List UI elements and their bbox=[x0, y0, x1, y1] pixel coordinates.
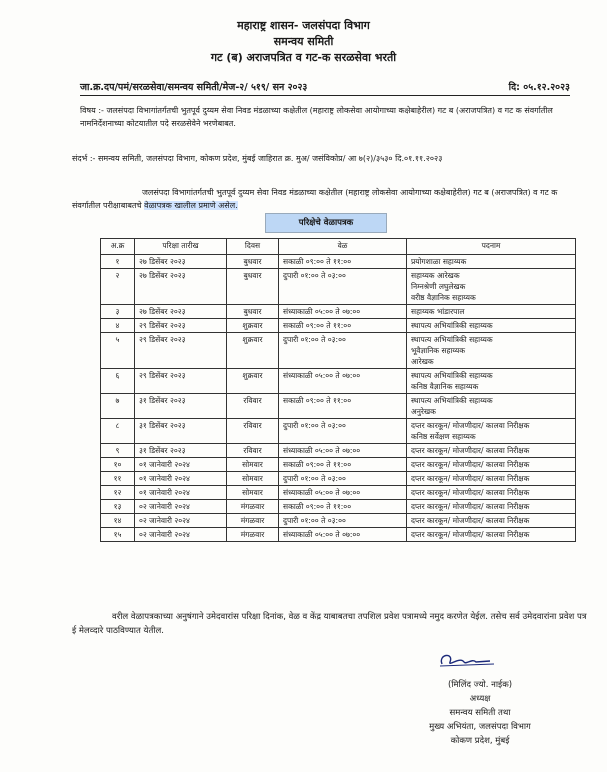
cell-day: मंगळवार bbox=[227, 500, 279, 514]
header-line-2: समन्वय समिती bbox=[273, 35, 334, 48]
table-header-row bbox=[101, 239, 576, 255]
post-name: दप्तर कारकून/ मोजणीदार/ कालवा निरीक्षक bbox=[411, 502, 530, 511]
signatory-name: (मिलिंद ज्यो. नाईक) bbox=[447, 680, 513, 690]
cell-time: दुपारी ०१:०० ते ०३:०० bbox=[279, 419, 407, 444]
cell-posts bbox=[407, 419, 576, 444]
table-row bbox=[101, 500, 576, 514]
table-row bbox=[101, 369, 576, 394]
cell-posts bbox=[407, 444, 576, 458]
cell-posts bbox=[407, 255, 576, 269]
cell-posts bbox=[407, 486, 576, 500]
table-row bbox=[101, 319, 576, 333]
post-name: कनिष्ठ वैज्ञानिक सहाय्यक bbox=[411, 382, 479, 391]
table-row bbox=[101, 458, 576, 472]
cell-time: दुपारी ०१:०० ते ०३:०० bbox=[279, 333, 407, 369]
header-line-1: महाराष्ट्र शासन- जलसंपदा विभाग bbox=[237, 19, 370, 32]
cell-no: ८ bbox=[101, 419, 135, 444]
post-name: दप्तर कारकून/ मोजणीदार/ कालवा निरीक्षक bbox=[411, 530, 530, 539]
cell-no: १५ bbox=[101, 528, 135, 542]
cell-posts bbox=[407, 269, 576, 305]
cell-day: शुक्रवार bbox=[227, 369, 279, 394]
cell-no: १४ bbox=[101, 514, 135, 528]
cell-time: संध्याकाळी ०५:०० ते ०७:०० bbox=[279, 369, 407, 394]
table-row bbox=[101, 444, 576, 458]
cell-day: मंगळवार bbox=[227, 528, 279, 542]
cell-day: रविवार bbox=[227, 419, 279, 444]
cell-day: बुधवार bbox=[227, 269, 279, 305]
post-name: स्थापत्य अभियांत्रिकी सहाय्यक bbox=[411, 371, 493, 380]
table-row bbox=[101, 333, 576, 369]
cell-time: संध्याकाळी ०५:०० ते ०७:०० bbox=[279, 444, 407, 458]
reference-number: जा.क्र.दप/पमं/सरळसेवा/समन्वय समिती/मेज-२/ ५१९/ सन २०२३ bbox=[80, 82, 308, 93]
cell-date: २७ डिसेंबर २०२३ bbox=[135, 269, 227, 305]
table-row bbox=[101, 255, 576, 269]
post-name: कनिष्ठ सर्वेक्षण सहाय्यक bbox=[411, 432, 476, 441]
table-row bbox=[101, 486, 576, 500]
cell-date: २९ डिसेंबर २०२३ bbox=[135, 319, 227, 333]
cell-posts bbox=[407, 319, 576, 333]
letterhead bbox=[0, 18, 607, 66]
table-header-cell: परिक्षा तारीख bbox=[135, 239, 227, 255]
cell-day: बुधवार bbox=[227, 255, 279, 269]
cell-time: संध्याकाळी ०५:०० ते ०७:०० bbox=[279, 486, 407, 500]
footer-paragraph: वरील वेळापत्रकाच्या अनुषंगाने उमेदवारांस परिक्षा दिनांक, वेळ व केंद्र याबाबतचा तपशिल प्रवेश पत्रामध्ये नमुद करणेत येईल. तसेच सर्व उमेदवारांना प्रवेश पत्र ई मेलव्दारे पाठविण्यात येतील. bbox=[72, 612, 587, 636]
cell-posts bbox=[407, 369, 576, 394]
cell-posts bbox=[407, 472, 576, 486]
table-row bbox=[101, 419, 576, 444]
table-header-cell: वेळ bbox=[279, 239, 407, 255]
header-line-3: गट (ब) अराजपत्रित व गट-क सरळसेवा भरती bbox=[210, 51, 397, 64]
cell-posts bbox=[407, 333, 576, 369]
post-name: दप्तर कारकून/ मोजणीदार/ कालवा निरीक्षक bbox=[411, 460, 530, 469]
post-name: सहाय्यक आरेखक bbox=[411, 271, 460, 280]
cell-posts bbox=[407, 528, 576, 542]
cell-time: दुपारी ०१:०० ते ०३:०० bbox=[279, 514, 407, 528]
cell-no: ९ bbox=[101, 444, 135, 458]
post-name: आरेखक bbox=[411, 357, 434, 366]
cell-no: २ bbox=[101, 269, 135, 305]
table-row bbox=[101, 305, 576, 319]
cell-date: ३१ डिसेंबर २०२३ bbox=[135, 419, 227, 444]
cell-no: ७ bbox=[101, 394, 135, 419]
table-header-cell: पदनाम bbox=[407, 239, 576, 255]
cell-date: ३१ डिसेंबर २०२३ bbox=[135, 394, 227, 419]
cell-day: शुक्रवार bbox=[227, 319, 279, 333]
cell-day: सोमवार bbox=[227, 458, 279, 472]
cell-date: ३१ डिसेंबर २०२३ bbox=[135, 444, 227, 458]
reference-date: दि: ०५.१२.२०२३ bbox=[508, 82, 570, 93]
cell-date: ०१ जानेवारी २०२४ bbox=[135, 486, 227, 500]
table-header-cell: दिवस bbox=[227, 239, 279, 255]
signatory-title-4: कोकण प्रदेश, मुंबई bbox=[450, 736, 510, 746]
signatory-title-1: अध्यक्ष bbox=[469, 694, 491, 704]
cell-day: सोमवार bbox=[227, 486, 279, 500]
cell-posts bbox=[407, 500, 576, 514]
post-name: सहाय्यक भांडारपाल bbox=[411, 307, 465, 316]
reference-paragraph: संदर्भ :- समन्वय समिती, जलसंपदा विभाग, कोकण प्रदेश, मुंबई जाहिरात क्र. मुअ/ जसंविकोप्र/ आ ७(२)/३५३० दि.०१.११.२०२३ bbox=[72, 154, 443, 163]
cell-day: शुक्रवार bbox=[227, 333, 279, 369]
post-name: वरीष्ठ वैज्ञानिक सहाय्यक bbox=[411, 293, 476, 302]
table-row bbox=[101, 528, 576, 542]
table-title: परिक्षेचे वेळापत्रक bbox=[265, 213, 387, 233]
cell-date: ०२ जानेवारी २०२४ bbox=[135, 514, 227, 528]
cell-date: २९ डिसेंबर २०२३ bbox=[135, 369, 227, 394]
cell-day: मंगळवार bbox=[227, 514, 279, 528]
cell-day: सोमवार bbox=[227, 472, 279, 486]
cell-date: ०१ जानेवारी २०२४ bbox=[135, 458, 227, 472]
post-name: स्थापत्य अभियांत्रिकी सहाय्यक bbox=[411, 321, 493, 330]
cell-posts bbox=[407, 394, 576, 419]
cell-day: रविवार bbox=[227, 444, 279, 458]
cell-no: ११ bbox=[101, 472, 135, 486]
cell-no: १३ bbox=[101, 500, 135, 514]
reference-line bbox=[80, 80, 570, 96]
cell-date: ०२ जानेवारी २०२४ bbox=[135, 528, 227, 542]
table-header-cell: अ.क्र bbox=[101, 239, 135, 255]
cell-date: २७ डिसेंबर २०२३ bbox=[135, 255, 227, 269]
cell-date: २९ डिसेंबर २०२३ bbox=[135, 333, 227, 369]
cell-date: २७ डिसेंबर २०२३ bbox=[135, 305, 227, 319]
cell-time: सकाळी ०९:०० ते ११:०० bbox=[279, 255, 407, 269]
cell-date: ०२ जानेवारी २०२४ bbox=[135, 500, 227, 514]
post-name: दप्तर कारकून/ मोजणीदार/ कालवा निरीक्षक bbox=[411, 488, 530, 497]
cell-posts bbox=[407, 514, 576, 528]
cell-time: संध्याकाळी ०५:०० ते ०७:०० bbox=[279, 528, 407, 542]
post-name: निम्नश्रेणी लघुलेखक bbox=[411, 282, 466, 291]
post-name: अनुरेखक bbox=[411, 407, 436, 416]
post-name: भूवैज्ञानिक सहाय्यक bbox=[411, 346, 466, 355]
cell-time: सकाळी ०९:०० ते ११:०० bbox=[279, 319, 407, 333]
signature-image bbox=[420, 650, 540, 670]
post-name: स्थापत्य अभियांत्रिकी सहाय्यक bbox=[411, 396, 493, 405]
table-row bbox=[101, 269, 576, 305]
cell-time: सकाळी ०९:०० ते ११:०० bbox=[279, 458, 407, 472]
table-row bbox=[101, 514, 576, 528]
post-name: दप्तर कारकून/ मोजणीदार/ कालवा निरीक्षक bbox=[411, 474, 530, 483]
body-text: जलसंपदा विभागांतर्गतची भुतपूर्व दुय्यम सेवा निवड मंडळाच्या कक्षेतील (महाराष्ट्र लोकसेवा आयोगाच्या कक्षेबाहेरील) गट ब (अराजपत्रित) व गट क संवर्गातील परीक्षाबाबतचे bbox=[72, 188, 558, 210]
post-name: प्रयोगशाळा सहाय्यक bbox=[411, 257, 467, 266]
cell-no: १ bbox=[101, 255, 135, 269]
cell-date: ०१ जानेवारी २०२४ bbox=[135, 472, 227, 486]
post-name: स्थापत्य अभियांत्रिकी सहाय्यक bbox=[411, 335, 493, 344]
cell-no: १० bbox=[101, 458, 135, 472]
cell-posts bbox=[407, 305, 576, 319]
body-paragraph bbox=[72, 186, 587, 212]
cell-no: १२ bbox=[101, 486, 135, 500]
cell-time: संध्याकाळी ०५:०० ते ०७:०० bbox=[279, 305, 407, 319]
signatory-title-3: मुख्य अभियंता, जलसंपदा विभाग bbox=[429, 722, 531, 732]
cell-posts bbox=[407, 458, 576, 472]
cell-day: रविवार bbox=[227, 394, 279, 419]
cell-no: ४ bbox=[101, 319, 135, 333]
signature-block bbox=[380, 678, 580, 748]
table-row bbox=[101, 394, 576, 419]
post-name: दप्तर कारकून/ मोजणीदार/ कालवा निरीक्षक bbox=[411, 446, 530, 455]
post-name: दप्तर कारकून/ मोजणीदार/ कालवा निरीक्षक bbox=[411, 421, 530, 430]
post-name: दप्तर कारकून/ मोजणीदार/ कालवा निरीक्षक bbox=[411, 516, 530, 525]
cell-time: दुपारी ०१:०० ते ०३:०० bbox=[279, 269, 407, 305]
body-highlight: वेळापत्रक खालील प्रमाणे असेल. bbox=[144, 201, 238, 210]
cell-no: ३ bbox=[101, 305, 135, 319]
table-row bbox=[101, 472, 576, 486]
cell-no: ६ bbox=[101, 369, 135, 394]
signatory-title-2: समन्वय समिती तथा bbox=[449, 708, 511, 718]
cell-time: सकाळी ०९:०० ते ११:०० bbox=[279, 500, 407, 514]
cell-time: सकाळी ०९:०० ते ११:०० bbox=[279, 394, 407, 419]
cell-day: बुधवार bbox=[227, 305, 279, 319]
subject-paragraph: विषय :- जलसंपदा विभागांतर्गतची भुतपूर्व दुय्यम सेवा निवड मंडळाच्या कक्षेतील (महाराष्ट्र लोकसेवा आयोगाच्या कक्षेबाहेरील) गट ब (अराजपत्रित) व गट क संवर्गातील नामनिर्देशनाच्या कोटयातील पदे सरळसेवेने भरणेबाबत. bbox=[80, 106, 553, 128]
cell-no: ५ bbox=[101, 333, 135, 369]
cell-time: दुपारी ०१:०० ते ०३:०० bbox=[279, 472, 407, 486]
schedule-table bbox=[100, 238, 576, 542]
